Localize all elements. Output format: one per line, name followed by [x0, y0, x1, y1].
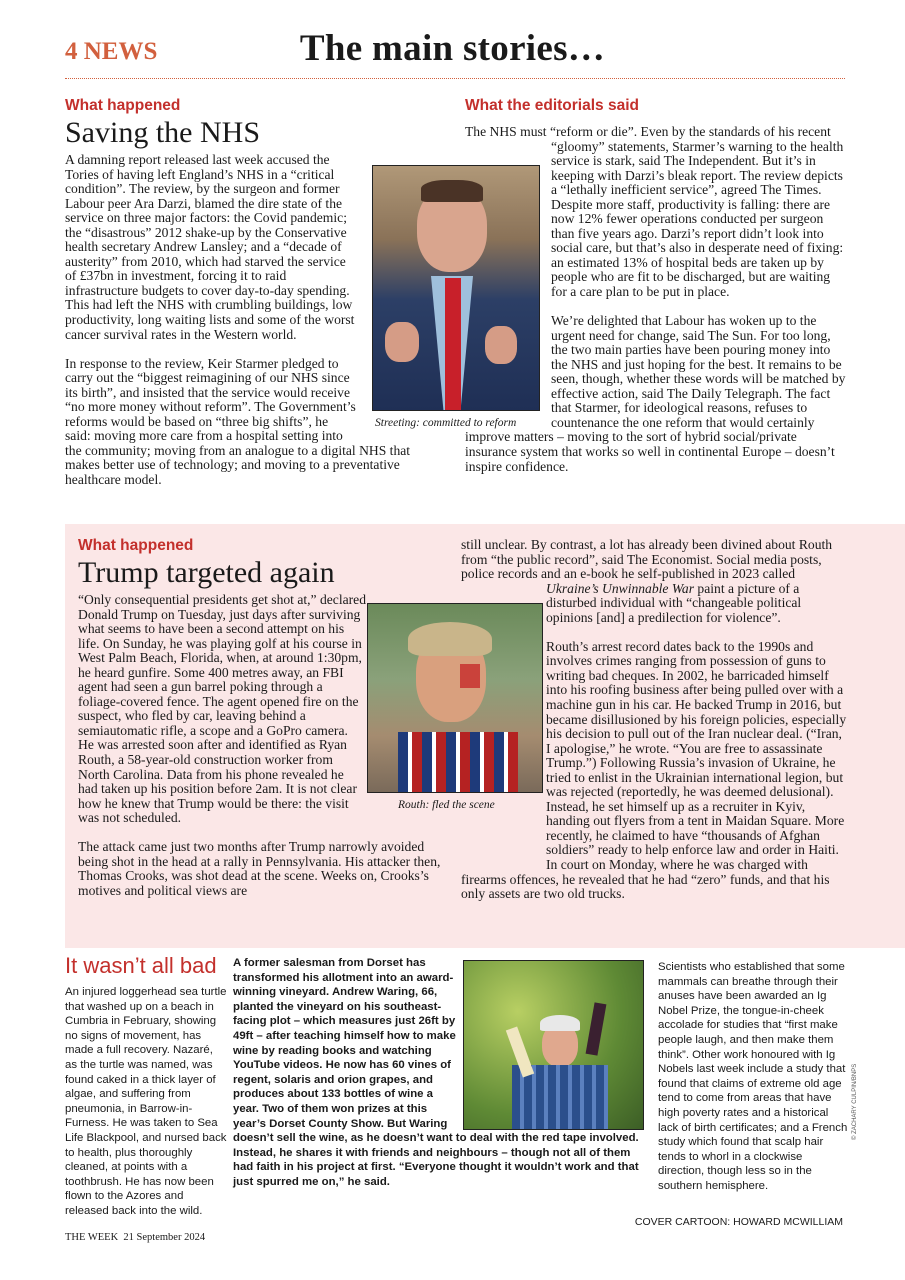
nhs-photo-caption: Streeting: committed to reform [375, 417, 517, 429]
text: paint a picture of a disturbed individual with “changeable political opinions [and] a predilection for violence”. [546, 580, 802, 625]
trump-headline: Trump targeted again [78, 556, 335, 589]
editorials-paragraph: The NHS must “reform or die”. Even by the standards of his recent “gloomy” statements, Starmer’s warning to the health service is stark, said The Independent. But it’s in keeping with Darzi’s bleak report. The review depicts a “lethally inefficient service”, agreed The Times. Despite more staff, productivity is falling: there are now 12% fewer operations conducted per surgeon than five years ago. Darzi’s report didn’t look into social care, but that’s also in desperate need of fixing: an estimated 13% of hospital beds are taken up by people who are fit to be discharged, but are waiting for a care plan to be put in place. [465, 124, 844, 300]
trump-kicker: What happened [78, 537, 194, 554]
editorials-story [465, 97, 847, 489]
trump-paragraph: “Only consequential presidents get shot at,” declared Donald Trump on Tuesday, just days after surviving what seems to have been a second attempt on his life. On Sunday, he was playing golf at his course in West Palm Beach, Florida, when, at around 1:30pm, he heard gunfire. Some 400 metres away, an FBI agent had seen a gun barrel poking through a foliage-covered fence. The agent opened fire on the suspect, who fled by car, leaving behind a semiautomatic rifle, a scope and a GoPro camera. He was arrested soon after and identified as Ryan Routh, a 58-year-old construction worker from North Carolina. Data from his phone revealed he had taken up his position before 2am. It is not clear how he knew that Trump would be there: the visit was not scheduled. [78, 592, 367, 826]
nhs-paragraph: In response to the review, Keir Starmer pledged to carry out the “biggest reimagining of our NHS since its birth”, and insisted that the service would receive “no more money without reform”. The Government’s reforms would be based on “three big shifts”, he said: moving more care from a hospital setting into the community; moving from an analogue to a digital NHS that makes better use of technology; and moving to a preventative healthcare model. [65, 355, 411, 487]
nhs-kicker: What happened [65, 97, 181, 114]
header-divider [65, 78, 845, 79]
editorials-paragraph: We’re delighted that Labour has woken up to the urgent need for change, said The Sun. For too long, the two main parties have been pouring money into the NHS and just hoping for the best. It remains to be seen, though, whether these words will be matched by effective action, said The Daily Telegraph. The fact that Starmer, for ideological reasons, refuses to countenance the one reform that would certainly improve matters – moving to the sort of hybrid social/private insurance system that works so well in continental Europe – doesn’t inspire confidence. [465, 313, 846, 474]
ig-nobel-story: Scientists who established that some mammals can breathe through their anuses have been awarded an Ig Nobel Prize, the tongue-in-cheek accolade for studies that “first make people laugh, and then make them think”. Other work honoured with Ig Nobels last week include a study that found that claims of extreme old age tend to come from areas that have high poverty rates and a historical lack of birth certificates; and a French study which found that scalp hair tends to whorl in a clockwise direction, though less so in the southern hemisphere. [658, 961, 848, 1192]
routh-photo-caption: Routh: fled the scene [398, 799, 495, 811]
turtle-story: An injured loggerhead sea turtle that washed up on a beach in Cumbria in February, showing no signs of movement, has made a full recovery. Nazaré, as the turtle was named, was found caked in a thick layer of algae, and suffering from pneumonia, in Barrow-in-Furness. He was taken to Sea Life Blackpool, and nursed back to health, plus thoroughly cleaned, at points with a toothbrush. He has now been flown to the Azores and released back into the wild. [65, 986, 227, 1217]
trump-paragraph: Routh’s arrest record dates back to the 1990s and involves crimes ranging from possession of guns to writing bad cheques. In 2002, he barricaded himself into his roofing business after being pulled over with a machine gun in his car. He backed Trump in 2016, but became disillusioned by his foreign policies, especially his decision to pull out of the Iran nuclear deal. (“Iran, I apologise,” he wrote. “You are free to assassinate Trump.”) Following Russia’s invasion of Ukraine, he tried to enlist in the Ukrainian international legion, but was rejected (reportedly, he was deemed delusional). Instead, he set himself up as a recruiter in Kyiv, handing out flyers from a tent in Maidan Square. More recently, he claimed to have “thousands of Afghan soldiers” ready to help enforce law and order in Haiti. In court on Monday, where he was charged with firearms offences, he revealed that he had “zero” funds, and that his only assets are two old trucks. [461, 638, 847, 902]
waring-photo [463, 960, 644, 1130]
routh-photo [367, 603, 543, 793]
section-label: NEWS [83, 38, 158, 65]
page-footer [65, 1232, 205, 1243]
page-number-value: 4 [65, 38, 78, 65]
book-title: Ukraine’s Unwinnable War [546, 580, 695, 596]
editorials-body [465, 125, 847, 474]
text: still unclear. By contrast, a lot has already been divined about Routh from “the public record”, said The Economist. Social media posts, police records and an e-book he self-published in 2023 called [461, 537, 833, 582]
publication-name: THE WEEK [65, 1232, 119, 1243]
nhs-headline: Saving the NHS [65, 116, 260, 149]
photo-credit: © ZACHARY CULPIN/BNPS [852, 1063, 858, 1140]
nhs-paragraph: A damning report released last week accused the Tories of having left England’s NHS in a “critical condition”. The review, by the surgeon and former Labour peer Ara Darzi, blamed the dire state of the service on three major factors: the Covid pandemic; the “disastrous” 2012 shake-up by the Conservative health secretary Andrew Lansley; and a “decade of austerity” from 2010, which had starved the service of £37bn in investment, forcing it to raid infrastructure budgets to cover day-to-day spending. This had left the NHS with crumbling buildings, low productivity, long waiting lists and some of the worst cancer survival rates in the Western world. [65, 152, 355, 342]
issue-date: 21 September 2024 [123, 1232, 206, 1243]
vineyard-text: A former salesman from Dorset has transformed his allotment into an award-winning vineyard. Andrew Waring, 66, planted the vineyard on his southeast-facing plot – which measures just 26ft by 49ft – after teaching himself how to make wine by reading books and watching YouTube videos. He now has 60 vines of regent, solaris and orion grapes, and produces about 133 bottles of wine a year. Two of them won prizes at this year’s Dorset County Show. But Waring doesn’t sell the wine, as he doesn’t want to deal with the red tape involved. Instead, he shares it with friends and neighbours – though not all of them had faith in his project at first. “Everyone thought it wouldn’t work and that just spurred me on,” he said. [233, 957, 639, 1188]
trump-paragraph: The attack came just two months after Trump narrowly avoided being shot in the head at a rally in Pennsylvania. His attacker then, Thomas Crooks, was shot dead at the scene. Weeks on, Crooks’s motives and political views are [78, 839, 441, 898]
good-news-headline: It wasn’t all bad [65, 953, 217, 978]
editorials-kicker: What the editorials said [465, 97, 639, 114]
page-title: The main stories… [299, 28, 606, 69]
cover-credit: COVER CARTOON: HOWARD MCWILLIAM [634, 1216, 843, 1228]
